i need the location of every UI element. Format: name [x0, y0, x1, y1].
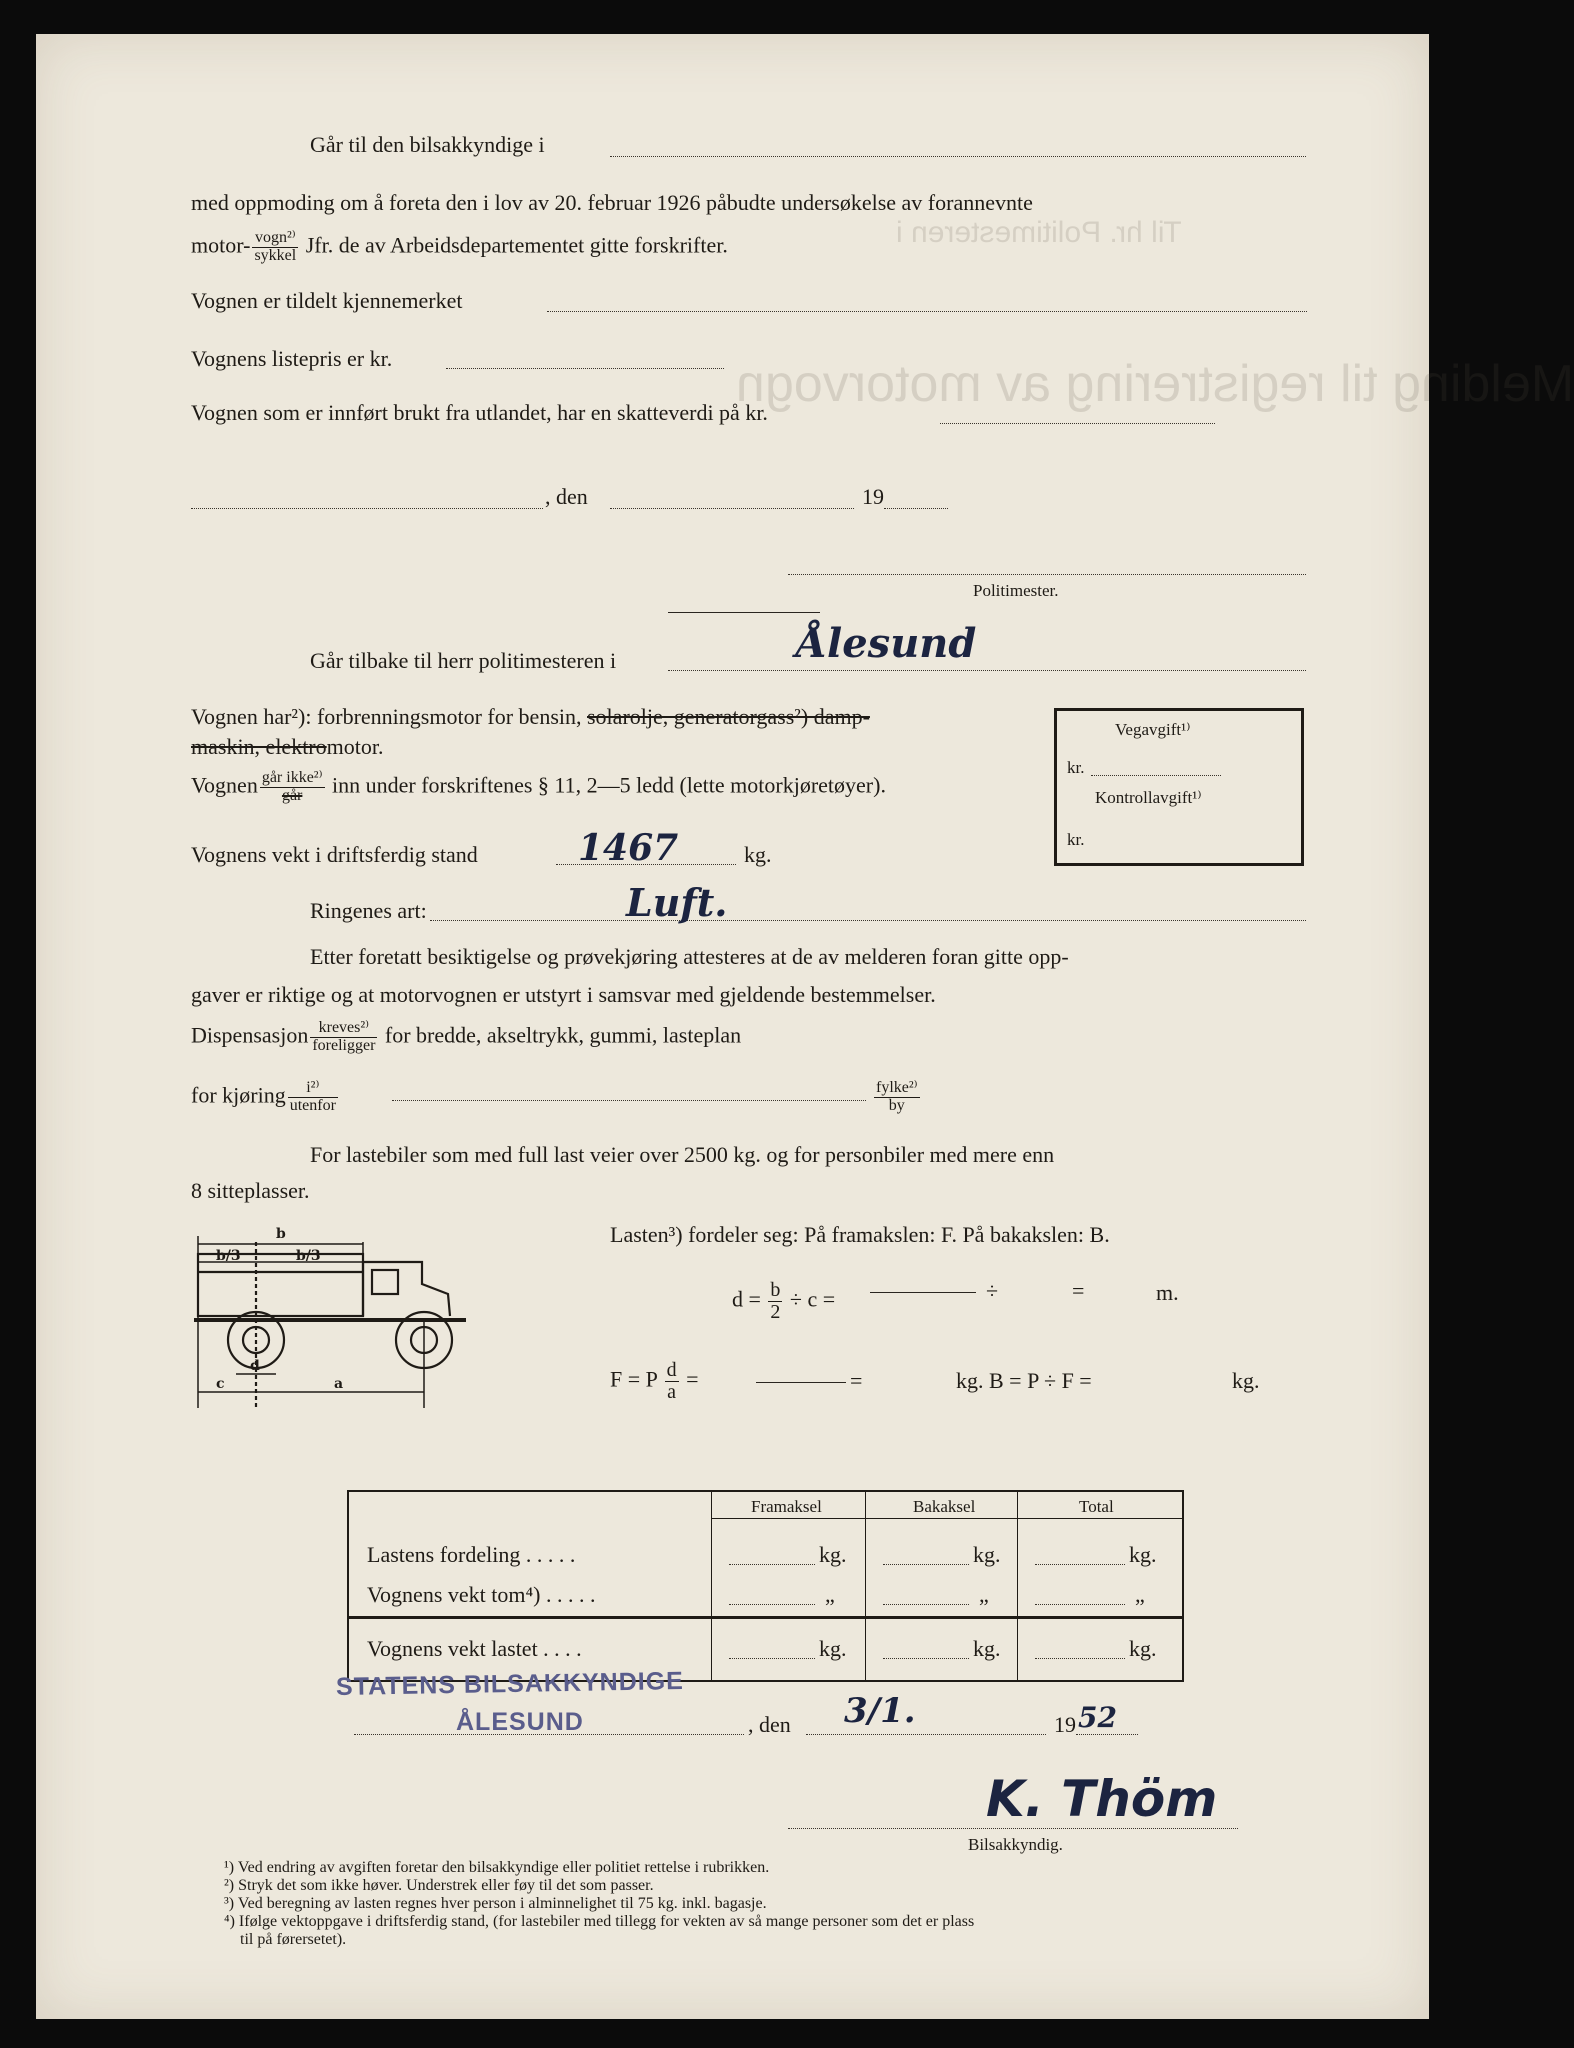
- vegavgift-kr: kr.: [1067, 758, 1085, 777]
- kontrollavgift-kr: kr.: [1067, 830, 1085, 849]
- politimester-label: Politimester.: [973, 581, 1059, 600]
- truck-label-c: c: [216, 1376, 225, 1392]
- gaar-til-label: Går til den bilsakkyndige i: [310, 132, 545, 157]
- d-div-sign: ÷: [986, 1278, 999, 1303]
- signature: K. Thöm: [986, 1770, 1218, 1828]
- signoff-date-line[interactable]: [806, 1734, 1046, 1735]
- footnote-4-cont: til på førersetet).: [224, 1931, 347, 1948]
- fylke-fraction: $\frac{\text{fylke²⁾}}{by}$: [876, 1079, 918, 1114]
- handwritten-year: 52: [1078, 1701, 1117, 1734]
- b-unit: kg.: [1232, 1368, 1260, 1393]
- d-eq-sign: =: [1072, 1278, 1085, 1303]
- handwritten-tyres: Luft.: [626, 880, 728, 925]
- table-cell-input[interactable]: [883, 1564, 969, 1565]
- kontrollavgift-label: Kontrollavgift¹⁾: [1095, 788, 1202, 807]
- fee-box: [1054, 708, 1304, 866]
- footnote-3: ³) Ved beregning av lasten regnes hver person i alminnelighet til 75 kg. inkl. bagasje.: [224, 1895, 767, 1912]
- col-header-total: Total: [1079, 1497, 1114, 1516]
- truck-label-b: b: [276, 1226, 286, 1242]
- col-header-framaksel: Framaksel: [751, 1497, 822, 1516]
- bilsakkyndig-label: Bilsakkyndig.: [968, 1835, 1063, 1854]
- signoff-den-label: , den: [748, 1712, 791, 1737]
- vekt-unit: kg.: [744, 842, 772, 867]
- kjennemerket-line[interactable]: [547, 311, 1307, 312]
- signoff-year-prefix: 19: [1054, 1712, 1076, 1737]
- show-through-heading: Melding til registrering av motorvogn: [736, 355, 1574, 413]
- kjoring-line: for kjøring $\frac{\text{i²⁾}}{\text{utenfor}}$: [191, 1079, 336, 1114]
- stamp-authority: STATENS BILSAKKYNDIGE: [335, 1666, 685, 1702]
- lastebiler-text-2: 8 sitteplasser.: [191, 1178, 310, 1203]
- col-header-bakaksel: Bakaksel: [913, 1497, 976, 1516]
- dispensasjon-fraction: $\frac{\text{kreves²⁾}}{\text{foreligger}}$: [312, 1019, 376, 1054]
- den-label-1: , den: [545, 484, 588, 509]
- bilsakkyndig-sign-line[interactable]: [788, 1828, 1238, 1829]
- table-cell-input[interactable]: [883, 1604, 969, 1605]
- handwritten-weight: 1467: [578, 827, 679, 869]
- place-line[interactable]: [610, 156, 1306, 157]
- table-cell-input[interactable]: [883, 1658, 969, 1659]
- skatteverdi-line[interactable]: [940, 423, 1215, 424]
- vekt-label: Vognens vekt i driftsferdig stand: [191, 842, 478, 867]
- table-cell-input[interactable]: [729, 1604, 815, 1605]
- ringenes-label: Ringenes art:: [310, 898, 427, 923]
- vegavgift-label: Vegavgift¹⁾: [1115, 720, 1191, 739]
- oppmoding-text: med oppmoding om å foreta den i lov av 20. februar 1926 påbudte undersøkelse av forannevnte: [191, 190, 1033, 215]
- handwritten-date: 3/1.: [844, 1691, 916, 1731]
- motor-type-line-2: maskin, elektromotor.: [191, 734, 384, 759]
- f-formula: F = P $\frac{d}{a}$ =: [610, 1359, 699, 1403]
- dispensasjon-line: Dispensasjon $\frac{\text{kreves²⁾}}{\text{foreligger}}$ for bredde, akseltrykk, gummi, lasteplan: [191, 1019, 742, 1054]
- d-calc-line[interactable]: [870, 1292, 976, 1293]
- motor-line: motor- $\frac{\text{vogn²⁾}}{\text{sykkel}}$ Jfr. de av Arbeidsdepartementet gitte forskrifter.: [191, 229, 728, 264]
- stamp-place: ÅLESUND: [456, 1708, 584, 1736]
- year-prefix-1: 19: [862, 484, 884, 509]
- date-place-line[interactable]: [191, 508, 543, 509]
- footnote-4: ⁴) Ifølge vektoppgave i driftsferdig stand, (for lastebiler med tillegg for vekten av så mange personer som det er plass: [224, 1913, 975, 1930]
- footnote-2: ²) Stryk det som ikke høver. Understrek eller føy til det som passer.: [224, 1877, 654, 1894]
- ringenes-line[interactable]: [430, 920, 1306, 921]
- gaar-tilbake-label: Går tilbake til herr politimesteren i: [310, 648, 617, 673]
- signoff-year-line[interactable]: [1076, 1734, 1138, 1735]
- vegavgift-line[interactable]: [1091, 775, 1221, 776]
- lasten-text: Lasten³) fordeler seg: På framakslen: F. På bakakslen: B.: [610, 1222, 1110, 1247]
- d-formula: d = $\frac{b}{2}$ ÷ c =: [732, 1279, 836, 1323]
- date-line-1[interactable]: [610, 508, 854, 509]
- f-eq-sign: =: [850, 1368, 863, 1393]
- listepris-label: Vognens listepris er kr.: [191, 346, 393, 371]
- table-cell-input[interactable]: [1035, 1604, 1125, 1605]
- gaar-fraction: $\frac{\text{går ikke²⁾}}{\text{går}}$: [261, 769, 323, 804]
- attest-text-2: gaver er riktige og at motorvognen er utstyrt i samsvar med gjeldende bestemmelser.: [191, 982, 936, 1007]
- b-formula: kg. B = P ÷ F =: [956, 1368, 1092, 1393]
- truck-diagram: [186, 1212, 616, 1408]
- document-page: [36, 34, 1574, 2019]
- attest-text-1: Etter foretatt besiktigelse og prøvekjøring attesteres at de av melderen foran gitte opp-: [310, 944, 1069, 969]
- truck-label-b3-right: b/3: [296, 1248, 321, 1264]
- motor-fraction: $\frac{\text{vogn²⁾}}{\text{sykkel}}$: [254, 229, 297, 264]
- section-divider: [668, 612, 820, 613]
- tilbake-place-line[interactable]: [668, 670, 1306, 671]
- innfort-label: Vognen som er innført brukt fra utlandet, har en skatteverdi på kr.: [191, 400, 768, 425]
- kjennemerket-label: Vognen er tildelt kjennemerket: [191, 288, 463, 313]
- handwritten-place: Ålesund: [796, 620, 977, 667]
- row-label: Lastens fordeling . . . . .: [367, 1542, 576, 1567]
- row-label: Vognens vekt tom⁴) . . . . .: [367, 1582, 596, 1607]
- lastebiler-text-1: For lastebiler som med full last veier over 2500 kg. og for personbiler med mere enn: [310, 1142, 1055, 1167]
- gaar-inn-line: Vognen $\frac{\text{går ikke²⁾}}{\text{går}}$ inn under forskriftenes § 11, 2—5 ledd (lette motorkjøretøyer).: [191, 769, 886, 804]
- motor-type-line-1: Vognen har²): forbrenningsmotor for bensin, solarolje, generatorgass²) damp-: [191, 704, 870, 729]
- table-cell-input[interactable]: [729, 1658, 815, 1659]
- f-calc-line[interactable]: [756, 1382, 846, 1383]
- truck-label-d: d: [250, 1358, 260, 1374]
- table-cell-input[interactable]: [1035, 1564, 1125, 1565]
- politimester-sign-line[interactable]: [788, 574, 1306, 575]
- table-cell-input[interactable]: [1035, 1658, 1125, 1659]
- table-cell-input[interactable]: [729, 1564, 815, 1565]
- d-unit: m.: [1156, 1280, 1179, 1305]
- year-line-1[interactable]: [884, 508, 948, 509]
- load-distribution-table: Framaksel Bakaksel Total Lastens fordeling . . . . . kg. kg. kg. Vognens vekt tom⁴) . . . . . „ „ „ Vognens vekt lastet . . . . kg. kg. kg.: [347, 1490, 1184, 1682]
- truck-label-b3-left: b/3: [216, 1248, 241, 1264]
- signoff-place-line[interactable]: [354, 1734, 744, 1735]
- kjoring-fraction: $\frac{\text{i²⁾}}{\text{utenfor}}$: [289, 1079, 336, 1114]
- footnote-1: ¹) Ved endring av avgiften foretar den bilsakkyndige eller politiet rettelse i rubrikken.: [224, 1859, 770, 1876]
- truck-label-a: a: [334, 1376, 344, 1392]
- show-through-text: Til hr. Politimesteren i: [896, 216, 1182, 249]
- row-label: Vognens vekt lastet . . . .: [367, 1636, 582, 1661]
- kjoring-line-field[interactable]: [392, 1100, 866, 1101]
- listepris-line[interactable]: [446, 368, 724, 369]
